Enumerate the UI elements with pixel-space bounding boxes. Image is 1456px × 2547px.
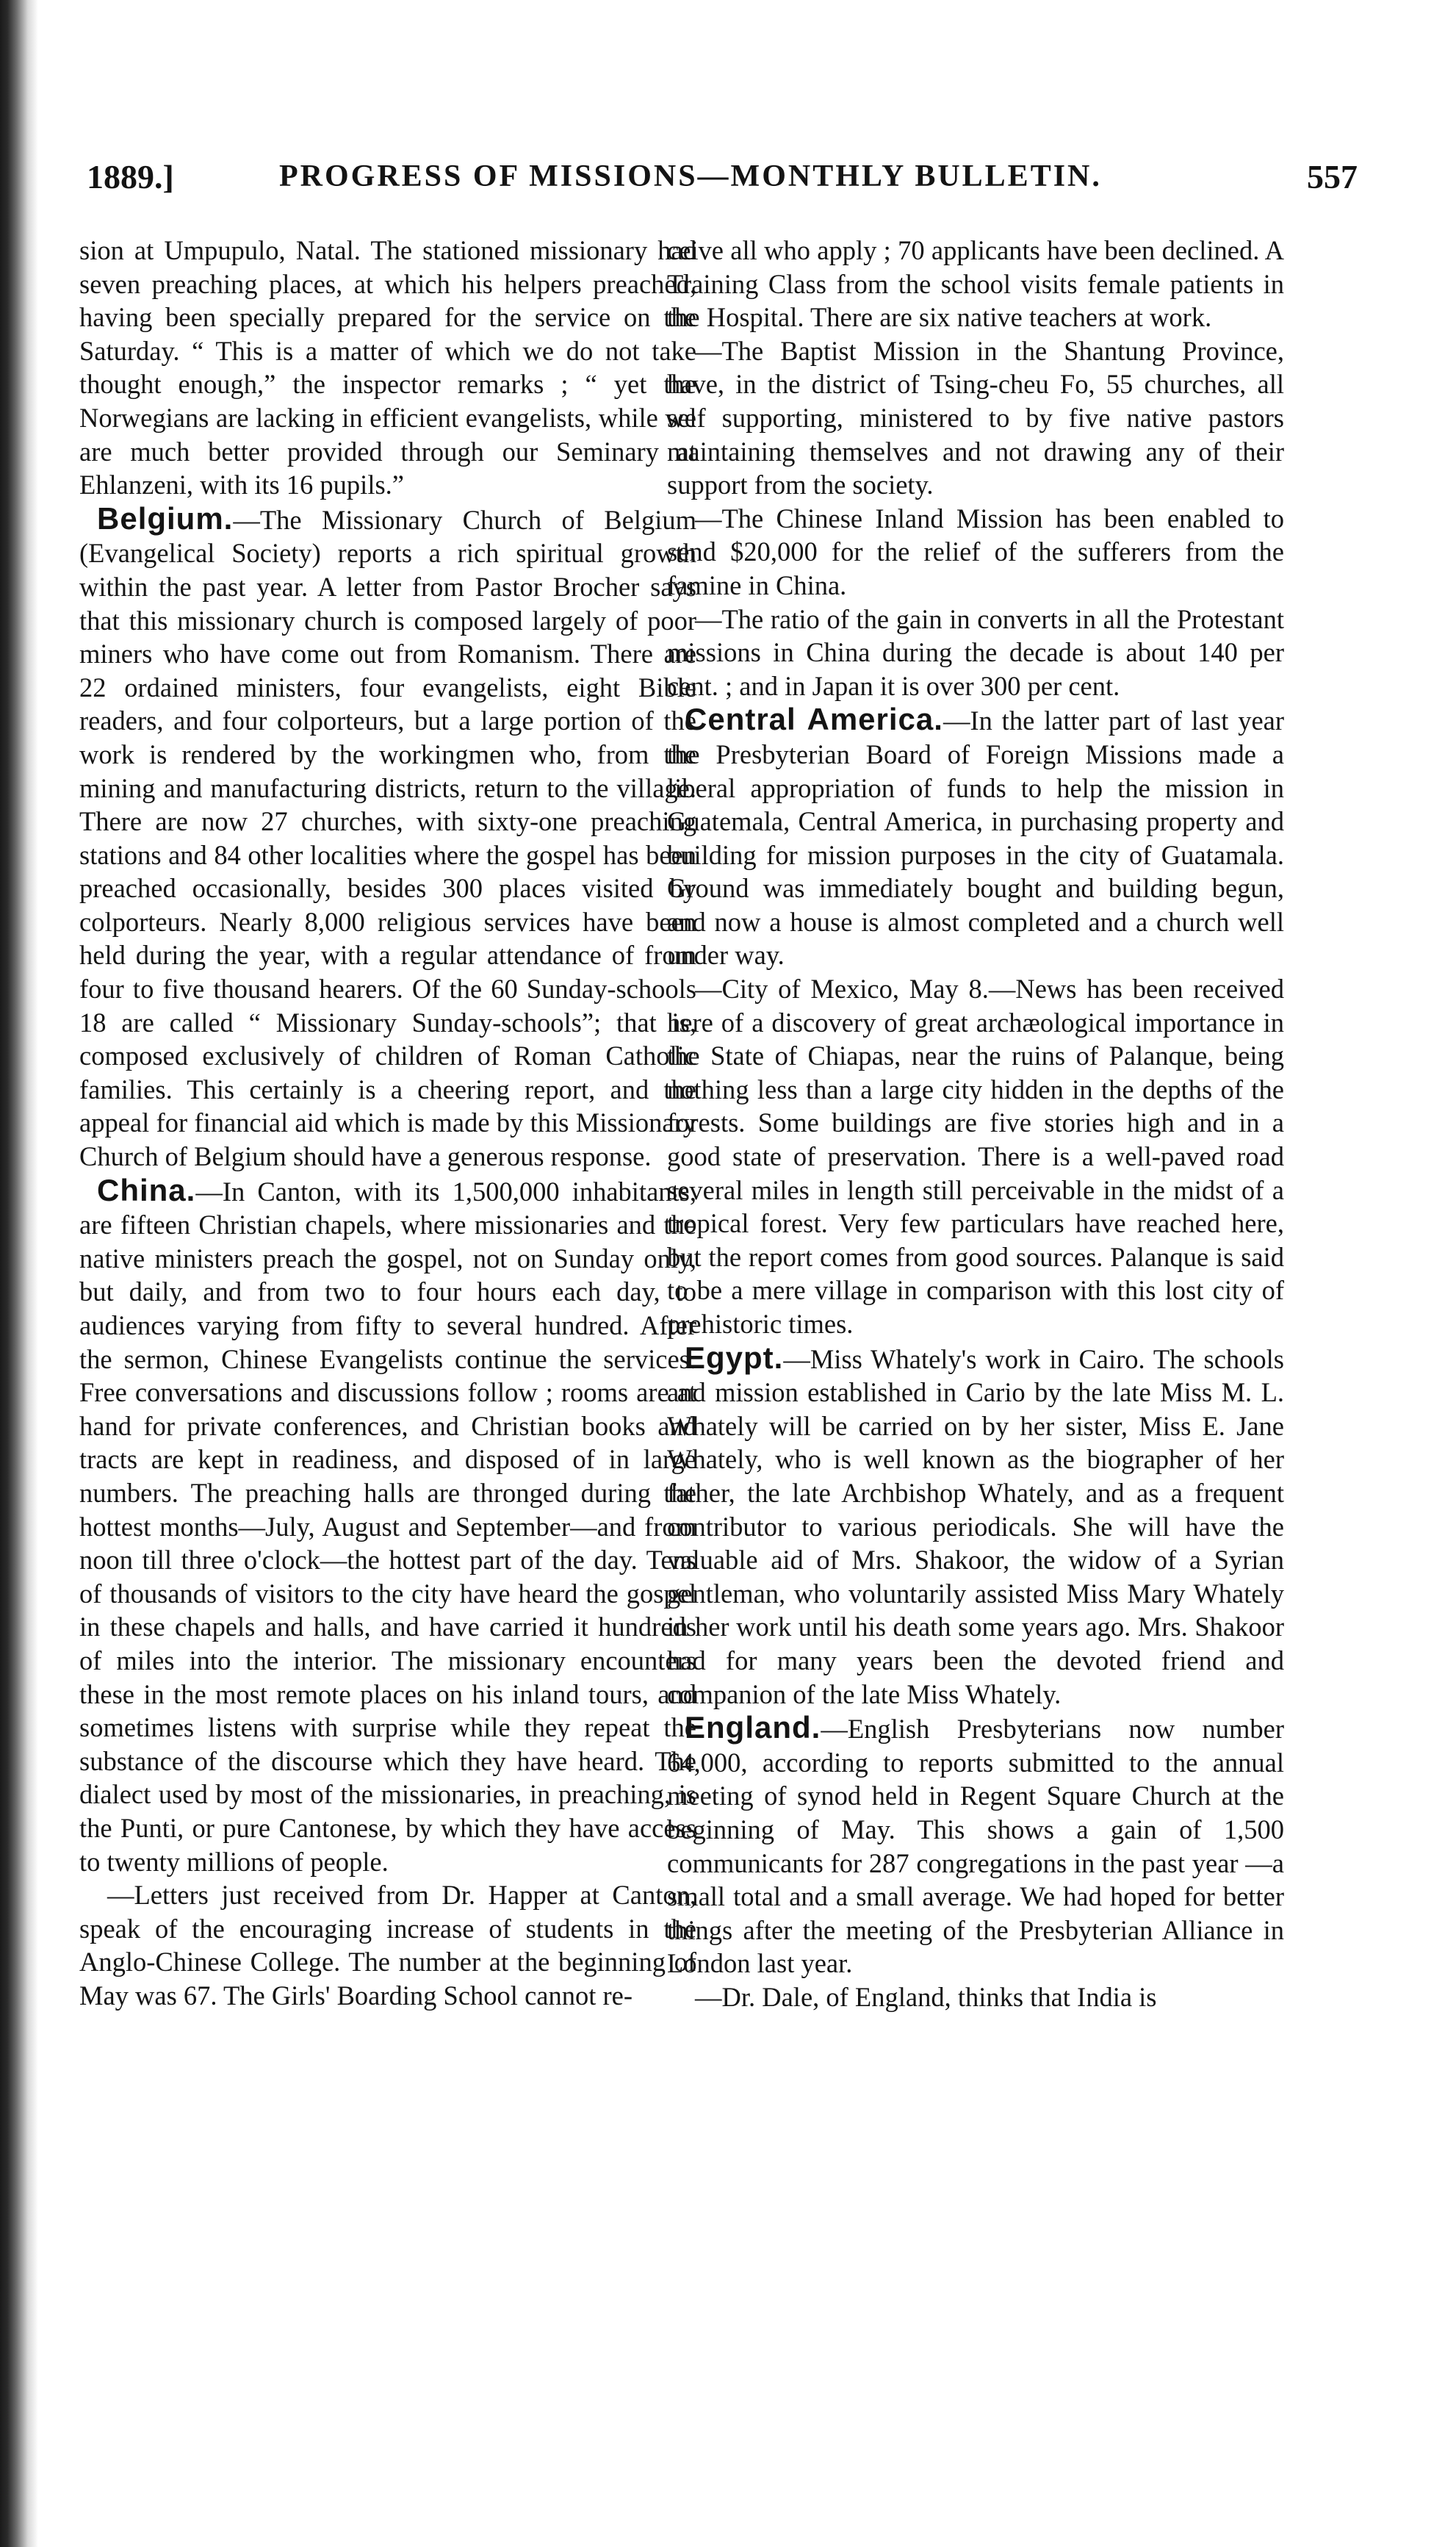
china-section	[79, 1174, 696, 1878]
england-section	[667, 1711, 1284, 1980]
egypt-section	[667, 1341, 1284, 1711]
central-america-section	[667, 703, 1284, 972]
baptist-mission-paragraph: —The Baptist Mission in the Shantung Province, have, in the district of Tsing-cheu Fo, 55 churches, all self supporting, ministered to by five native pastors maintaining themselves and not drawing any of their support from the society.	[667, 335, 1284, 500]
belgium-text: —The Missionary Church of Belgium (Evangelical Society) reports a rich spiritual growth within the past year. A letter from Pastor Brocher says that this missionary church is composed largely of poor miners who have come out from Romanism. There are 22 ordained ministers, four evangelists, eight Bible readers, and four colporteurs, but a large portion of the work is rendered by the workingmen who, from the mining and manufacturing districts, return to the village. There are now 27 churches, with sixty-one preaching stations and 84 other localities where the gospel has been preached occasionally, besides 300 places visited by colporteurs. Nearly 8,000 religious services have been held during the year, with a regular attendance of from four to five thousand hearers. Of the 60 Sunday-schools 18 are called “ Missionary Sunday-schools”; that is, composed exclusively of children of Roman Catholic families. This certainly is a cheering report, and the appeal for financial aid which is made by this Missionary Church of Belgium should have a generous response.	[79, 504, 696, 1172]
converts-ratio-paragraph: —The ratio of the gain in converts in all the Protestant missions in China during the decade is about 140 per cent. ; and in Japan it is over 300 per cent.	[667, 603, 1284, 701]
central-america-text: —In the latter part of last year the Presbyterian Board of Foreign Missions made a liberal appropriation of funds to help the mission in Guatemala, Central America, in purchasing property and building for mission purposes in the city of Guatamala. Ground was immediately bought and building begun, and now a house is almost completed and a church well under way.	[667, 705, 1284, 971]
egypt-heading: Egypt.	[685, 1340, 784, 1375]
page-number: 557	[1307, 158, 1358, 195]
dale-paragraph: —Dr. Dale, of England, thinks that India is	[695, 1981, 1157, 2012]
left-column	[79, 234, 696, 2012]
header-year: 1889.]	[87, 158, 174, 195]
mexico-paragraph: —City of Mexico, May 8.—News has been received here of a discovery of great archæological importance in the State of Chiapas, near the ruins of Palanque, being nothing less than a large city hidden in the depths of the forests. Some buildings are five stories high and in a good state of preservation. There is a well-paved road several miles in length still perceivable in the midst of a tropical forest. Very few particulars have reached here, but the report comes from good sources. Palanque is said to be a mere village in comparison with this lost city of prehistoric times.	[667, 974, 1284, 1339]
england-heading: England.	[685, 1710, 821, 1745]
china-text: —In Canton, with its 1,500,000 inhabitants, are fifteen Christian chapels, where missionaries and the native ministers preach the gospel, not on Sunday only, but daily, and from two to four hours each day, to audiences varying from fifty to several hundred. After the sermon, Chinese Evangelists continue the services. Free conversations and discussions follow ; rooms are at hand for private conferences, and Christian books and tracts are kept in readiness, and disposed of in large numbers. The preaching halls are thronged during the hottest months—July, August and September—and from noon till three o'clock—the hottest part of the day. Tens of thousands of visitors to the city have heard the gospel in these chapels and halls, and have carried it hundreds of miles into the interior. The missionary encounters these in the most remote places on his inland tours, and sometimes listens with surprise while they repeat the substance of the discourse which they have heard. The dialect used by most of the missionaries, in preaching, is the Punti, or pure Cantonese, by which they have access to twenty millions of people.	[79, 1176, 696, 1877]
happer-paragraph: —Letters just received from Dr. Happer at Canton, speak of the encouraging increase of students in the Anglo-Chinese College. The number at the beginning of May was 67. The Girls' Boarding School cannot re-	[79, 1880, 696, 2011]
training-class-paragraph: ceive all who apply ; 70 applicants have been declined. A Training Class from the school visits female patients in the Hospital. There are six native teachers at work.	[667, 235, 1284, 333]
running-header	[87, 157, 1358, 209]
inland-mission-paragraph: —The Chinese Inland Mission has been enabled to send $20,000 for the relief of the sufferers from the famine in China.	[667, 503, 1284, 600]
england-text: —English Presbyterians now number 64,000, according to reports submitted to the annual meeting of synod held in Regent Square Church at the beginning of May. This shows a gain of 1,500 communicants for 287 congregations in the past year —a small total and a small average. We had hoped for better things after the meeting of the Presbyterian Alliance in London last year.	[667, 1714, 1284, 1979]
belgium-section	[79, 502, 696, 1174]
page-binding-edge	[0, 0, 38, 2547]
umpupulo-paragraph: sion at Umpupulo, Natal. The stationed missionary had seven preaching places, at which his helpers preached, having been specially prepared for the service on the Saturday. “ This is a matter of which we do not take thought enough,” the inspector remarks ; “ yet the Norwegians are lacking in efficient evangelists, while we are much better provided through our Seminary at Ehlanzeni, with its 16 pupils.”	[79, 235, 696, 500]
header-title: PROGRESS OF MISSIONS—MONTHLY BULLETIN.	[279, 159, 1102, 193]
china-heading: China.	[97, 1172, 196, 1207]
right-column	[667, 234, 1284, 2013]
central-america-heading: Central America.	[685, 702, 943, 737]
belgium-heading: Belgium.	[97, 500, 234, 536]
egypt-text: —Miss Whately's work in Cairo. The schools and mission established in Cario by the late Miss M. L. Whately will be carried on by her sister, Miss E. Jane Whately, who is well known as the biographer of her father, the late Archbishop Whately, and as a frequent contributor to various periodicals. She will have the valuable aid of Mrs. Shakoor, the widow of a Syrian gentleman, who voluntarily assisted Miss Mary Whately in her work until his death some years ago. Mrs. Shakoor had for many years been the devoted friend and companion of the late Miss Whately.	[667, 1343, 1284, 1709]
